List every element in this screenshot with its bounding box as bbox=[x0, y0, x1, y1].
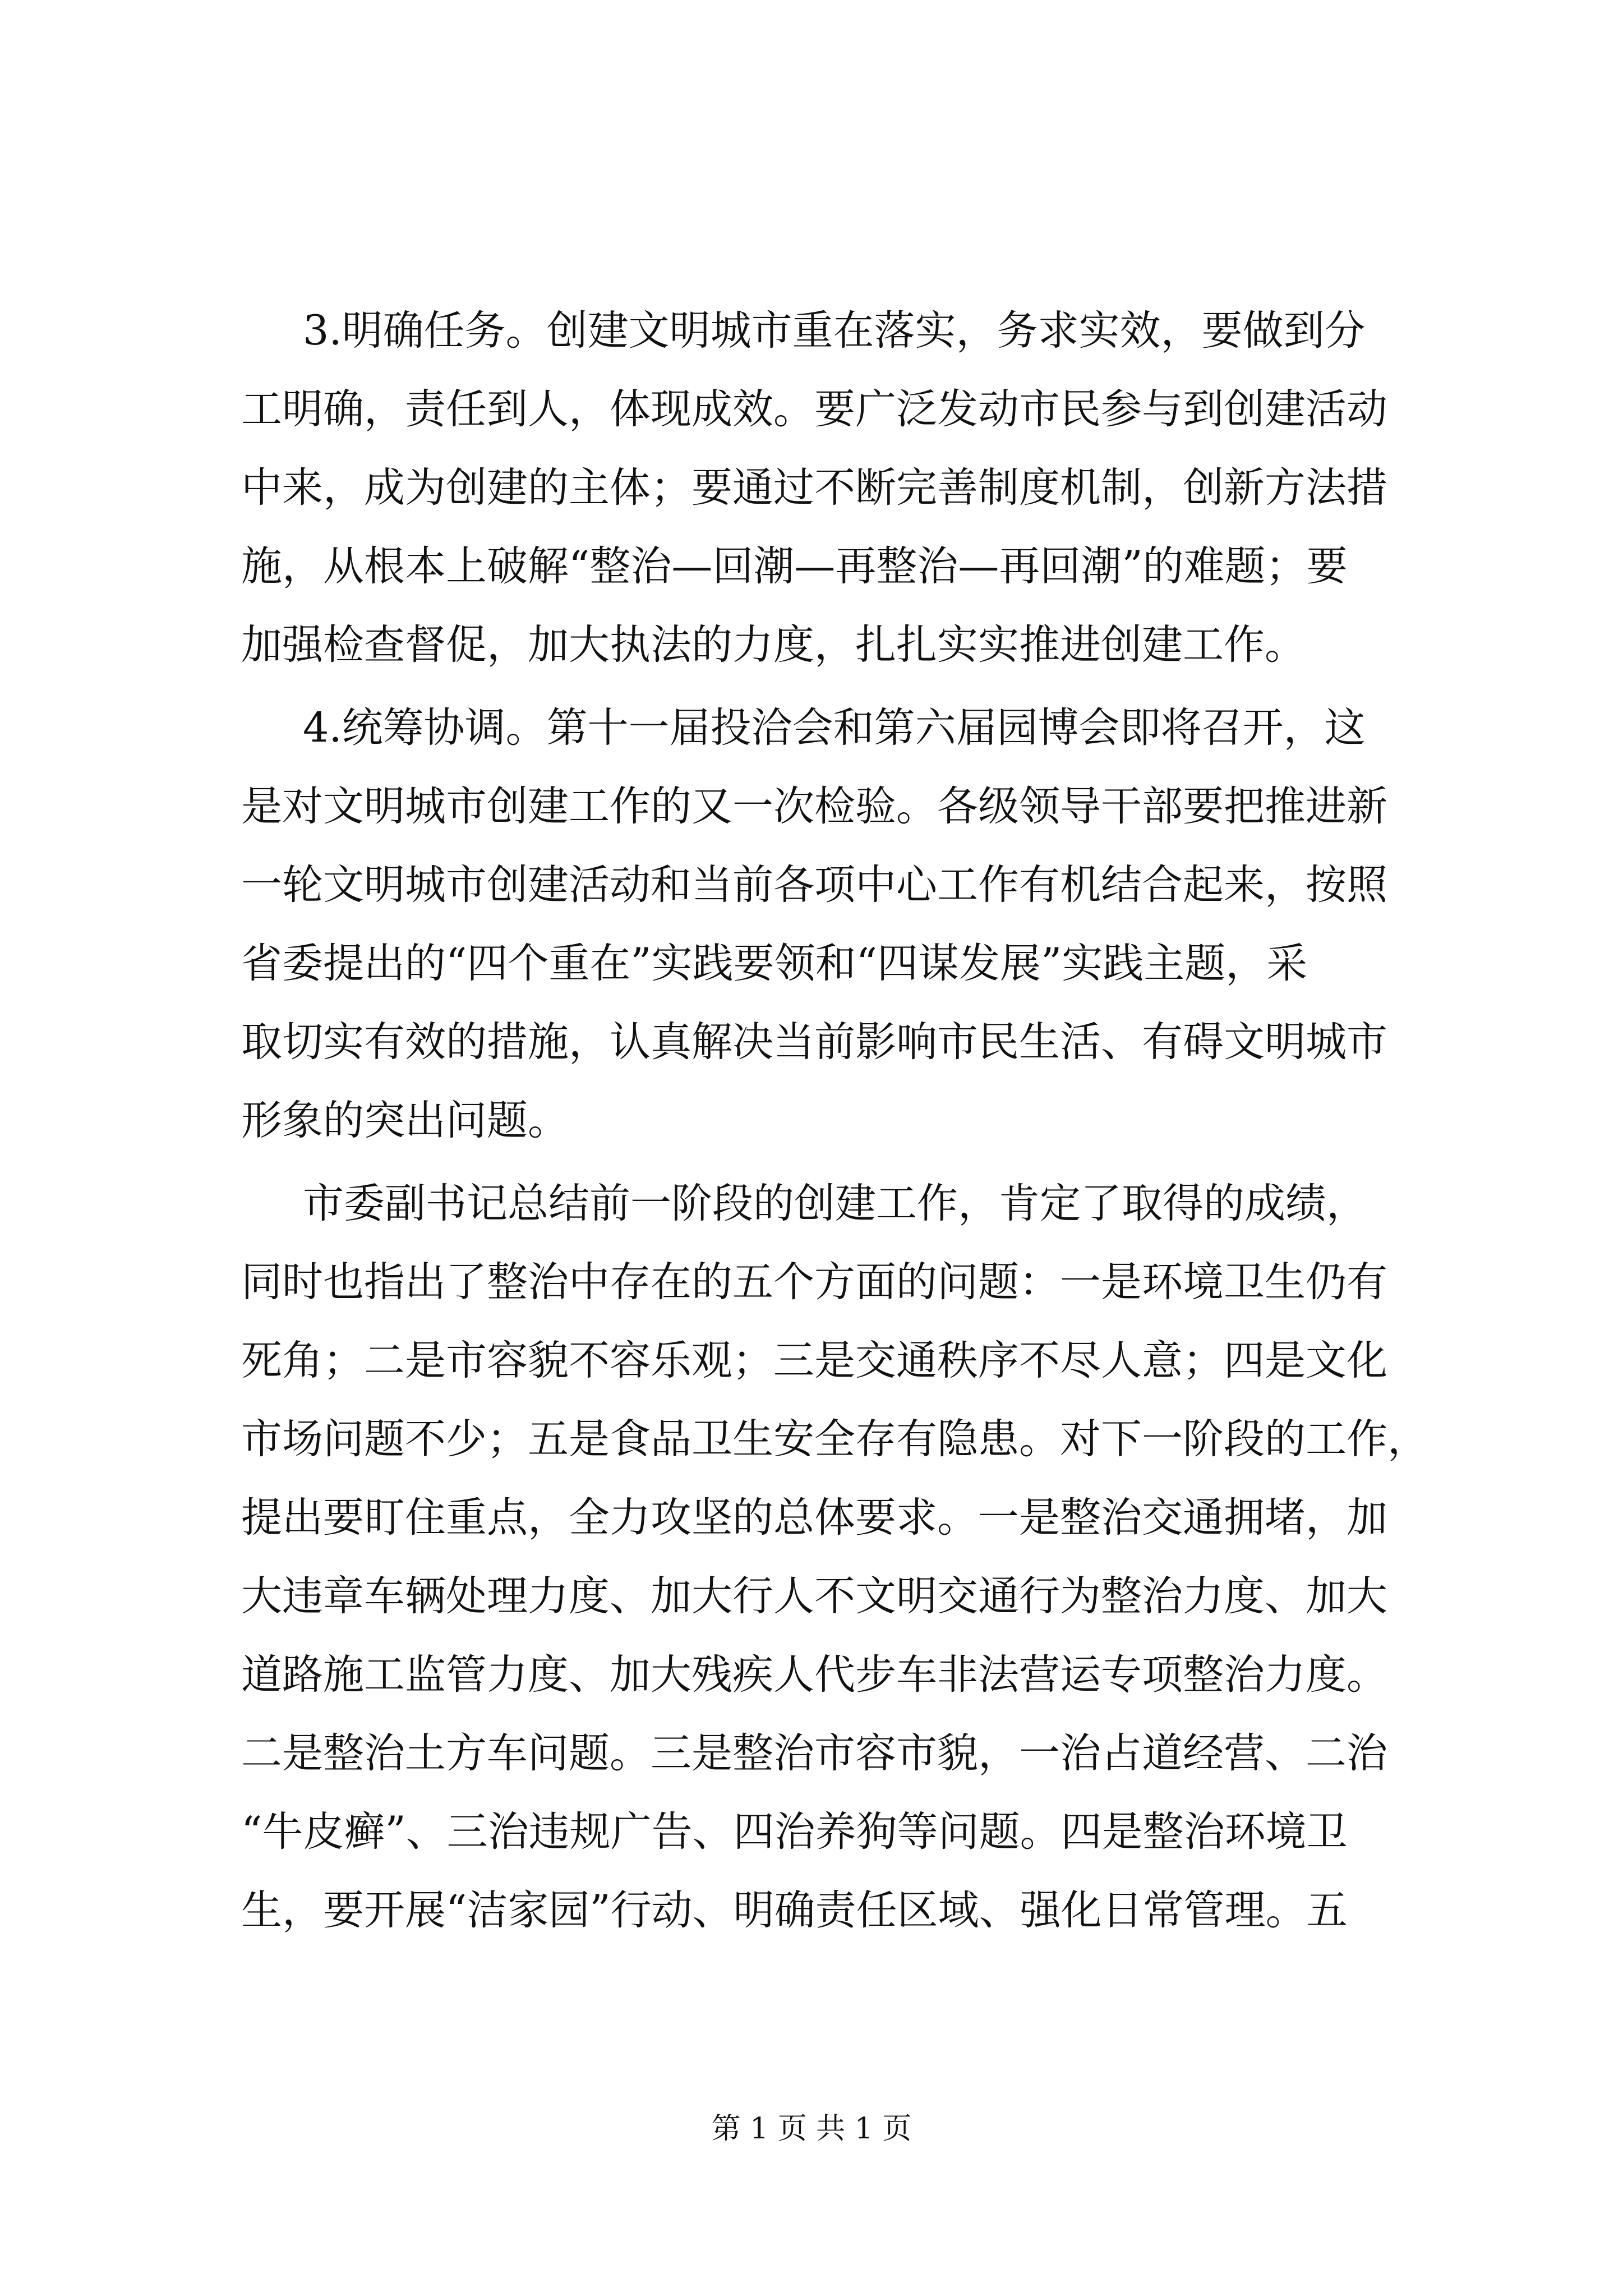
text-line: 死角；二是市容貌不容乐观；三是交通秩序不尽人意；四是文化 bbox=[241, 1337, 1387, 1384]
text-line: 市委副书记总结前一阶段的创建工作，肯定了取得的成绩， bbox=[303, 1180, 1367, 1227]
text-line: 工明确，责任到人，体现成效。要广泛发动市民参与到创建活动 bbox=[241, 385, 1387, 433]
text-line: 3.明确任务。创建文明城市重在落实，务求实效，要做到分 bbox=[303, 307, 1366, 355]
text-line: 省委提出的“四个重在”实践要领和“四谋发展”实践主题，采 bbox=[241, 940, 1308, 987]
text-line: 二是整治土方车问题。三是整治市容市貌，一治占道经营、二治 bbox=[241, 1729, 1387, 1777]
text-line: 施，从根本上破解“整治—回潮—再整治—再回潮”的难题；要 bbox=[241, 542, 1348, 590]
text-line: 形象的突出问题。 bbox=[241, 1097, 569, 1144]
text-line: 一轮文明城市创建活动和当前各项中心工作有机结合起来，按照 bbox=[241, 861, 1387, 909]
text-line: 生，要开展“洁家园”行动、明确责任区域、强化日常管理。五 bbox=[241, 1887, 1348, 1934]
text-line: 是对文明城市创建工作的又一次检验。各级领导干部要把推进新 bbox=[241, 783, 1387, 830]
page-footer: 第 1 页 共 1 页 bbox=[711, 2112, 912, 2146]
text-line: 取切实有效的措施，认真解决当前影响市民生活、有碍文明城市 bbox=[241, 1018, 1387, 1066]
text-line: 4.统筹协调。第十一届投洽会和第六届园博会即将召开，这 bbox=[303, 704, 1366, 752]
text-line: 同时也指出了整治中存在的五个方面的问题：一是环境卫生仍有 bbox=[241, 1258, 1387, 1306]
text-line: 提出要盯住重点，全力攻坚的总体要求。一是整治交通拥堵，加 bbox=[241, 1494, 1387, 1542]
text-line: 道路施工监管力度、加大残疾人代步车非法营运专项整治力度。 bbox=[241, 1651, 1387, 1699]
text-line: “牛皮癣”、三治违规广告、四治养狗等问题。四是整治环境卫 bbox=[241, 1808, 1348, 1856]
text-line: 加强检查督促，加大执法的力度，扎扎实实推进创建工作。 bbox=[241, 621, 1306, 669]
text-line: 市场问题不少；五是食品卫生安全存有隐患。对下一阶段的工作， bbox=[241, 1415, 1428, 1463]
text-line: 中来，成为创建的主体；要通过不断完善制度机制，创新方法措 bbox=[241, 464, 1387, 512]
text-line: 大违章车辆处理力度、加大行人不文明交通行为整治力度、加大 bbox=[241, 1572, 1387, 1620]
